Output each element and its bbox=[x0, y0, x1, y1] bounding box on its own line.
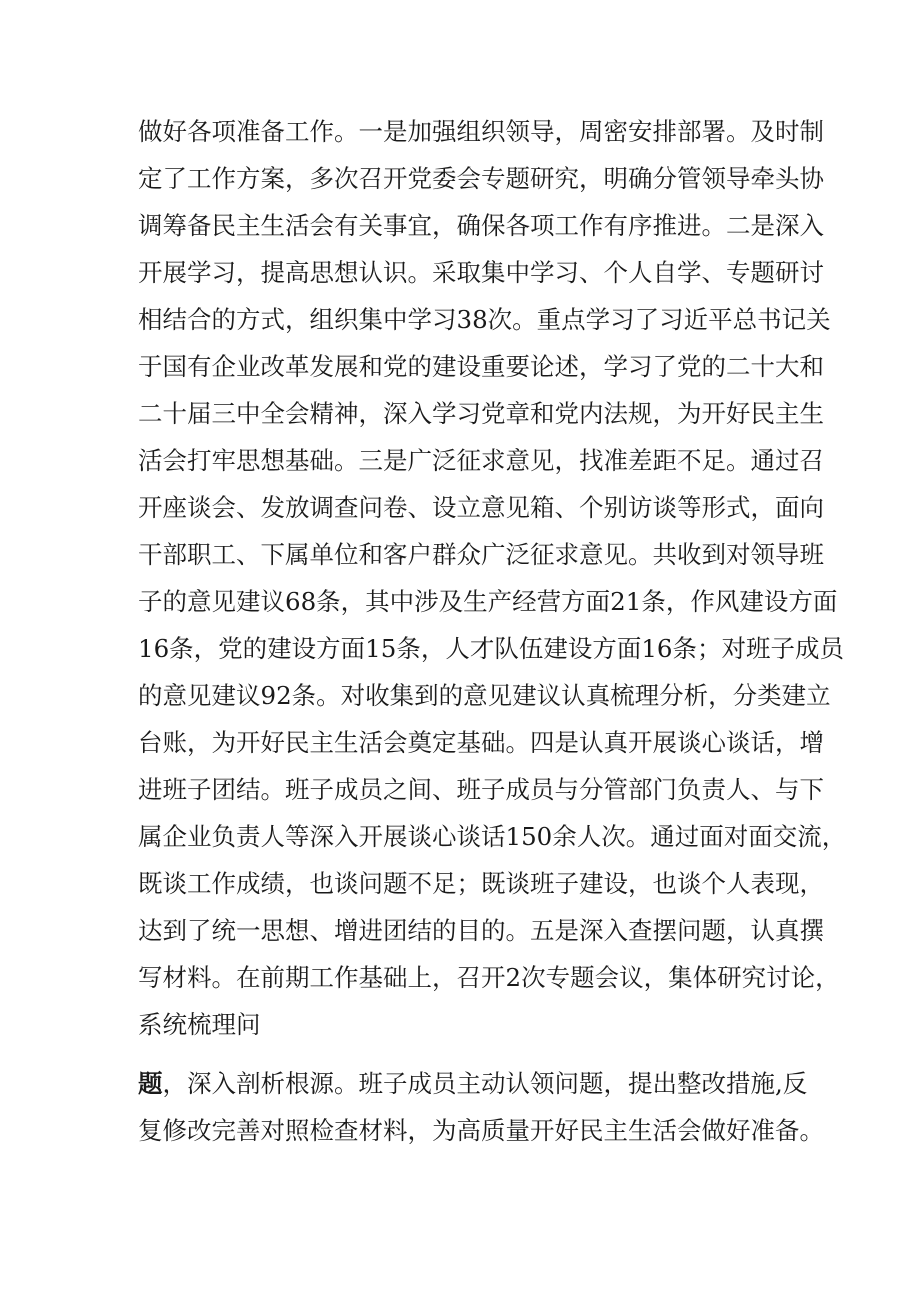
text-line: 调筹备民主生活会有关事宜，确保各项工作有序推进。二是深入 bbox=[138, 211, 824, 240]
text-line: 做好各项准备工作。一是加强组织领导，周密安排部署。及时制 bbox=[138, 117, 824, 146]
continuation-line bbox=[138, 1060, 808, 1107]
text-line: 定了工作方案，多次召开党委会专题研究，明确分管领导牵头协 bbox=[138, 164, 824, 193]
text-line-short: 系统梳理问 bbox=[138, 1010, 261, 1039]
text-line: 写材料。在前期工作基础上，召开2次专题会议，集体研究讨论， bbox=[138, 963, 840, 992]
text-line: 既谈工作成绩，也谈问题不足；既谈班子建设，也谈个人表现， bbox=[138, 869, 824, 898]
text-line: 相结合的方式，组织集中学习38次。重点学习了习近平总书记关 bbox=[138, 305, 831, 334]
text-line: 开座谈会、发放调查问卷、设立意见箱、个别访谈等形式，面向 bbox=[138, 493, 824, 522]
text-line: 干部职工、下属单位和客户群众广泛征求意见。共收到对领导班 bbox=[138, 540, 824, 569]
text-line: 16条，党的建设方面15条，人才队伍建设方面16条；对班子成员 bbox=[138, 634, 845, 663]
text-line: 开展学习，提高思想认识。采取集中学习、个人自学、专题研讨 bbox=[138, 258, 824, 287]
continuation-line: 复修改完善对照检查材料，为高质量开好民主生活会做好准备。 bbox=[138, 1116, 824, 1145]
bold-leading-char: 题 bbox=[138, 1069, 163, 1098]
text-line: 于国有企业改革发展和党的建设重要论述，学习了党的二十大和 bbox=[138, 352, 824, 381]
text-line: 活会打牢思想基础。三是广泛征求意见，找准差距不足。通过召 bbox=[138, 446, 824, 475]
text-line: 子的意见建议68条，其中涉及生产经营方面21条，作风建设方面 bbox=[138, 587, 838, 616]
body-text bbox=[138, 108, 847, 1154]
continuation-text: ，深入剖析根源。班子成员主动认领问题，提出整改措施,反 bbox=[162, 1069, 808, 1098]
text-line: 二十届三中全会精神，深入学习党章和党内法规，为开好民主生 bbox=[138, 399, 824, 428]
text-line: 的意见建议92条。对收集到的意见建议认真梳理分析，分类建立 bbox=[138, 681, 831, 710]
text-line: 属企业负责人等深入开展谈心谈话150余人次。通过面对面交流， bbox=[138, 822, 847, 851]
text-line: 进班子团结。班子成员之间、班子成员与分管部门负责人、与下 bbox=[138, 775, 824, 804]
text-line: 达到了统一思想、增进团结的目的。五是深入查摆问题，认真撰 bbox=[138, 916, 824, 945]
text-line: 台账，为开好民主生活会奠定基础。四是认真开展谈心谈话，增 bbox=[138, 728, 824, 757]
